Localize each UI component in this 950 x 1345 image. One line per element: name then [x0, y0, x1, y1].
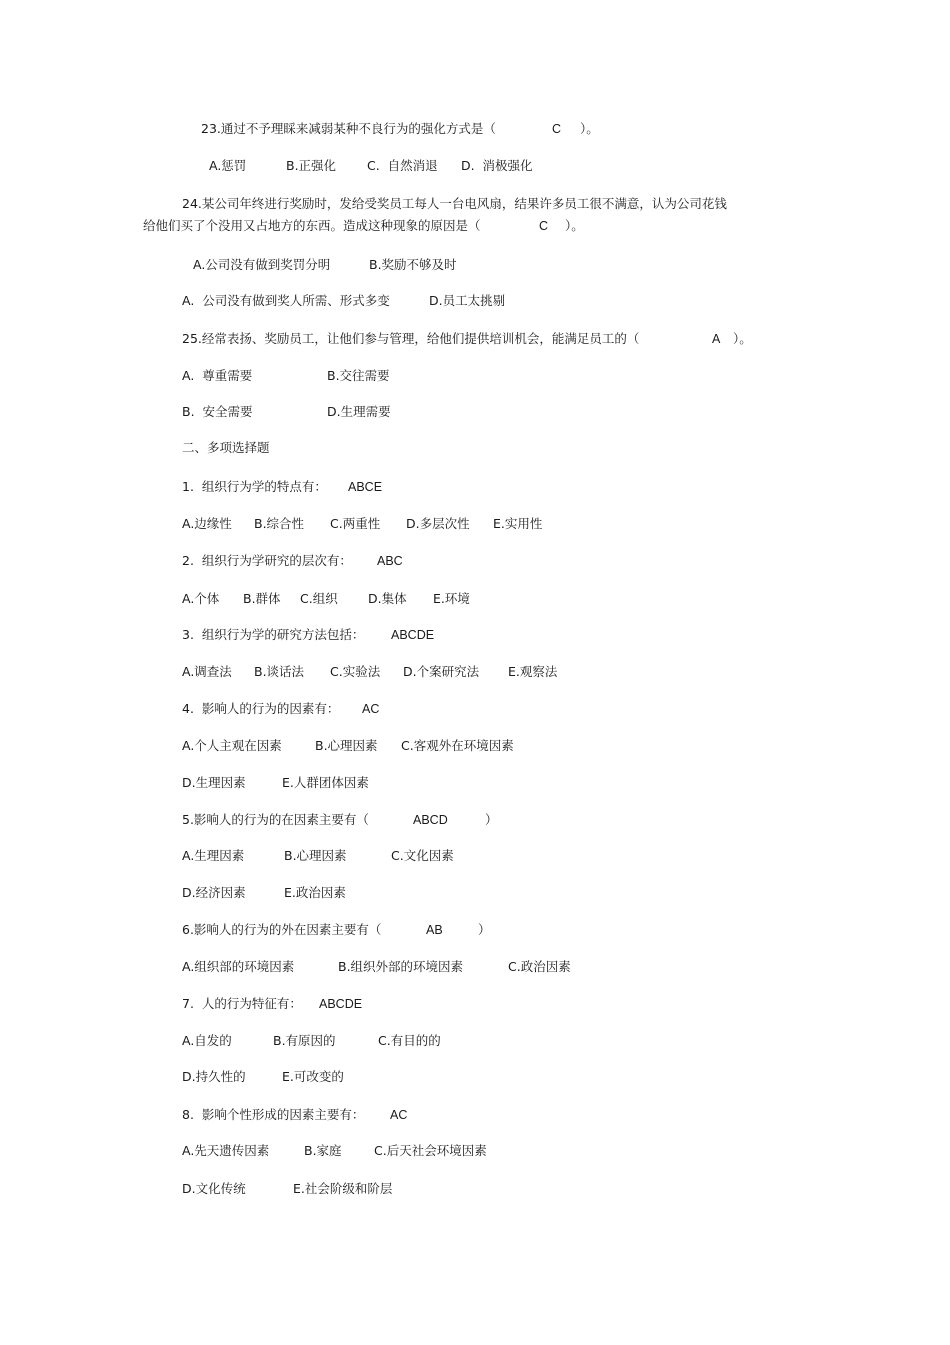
- q23-close: ）。: [580, 121, 599, 136]
- m4-answer: AC: [362, 702, 380, 716]
- m3-option-c: C.实验法: [330, 664, 381, 679]
- q24-option-a: A.公司没有做到奖罚分明: [193, 257, 331, 272]
- m5-option-e: E.政治因素: [284, 885, 346, 900]
- m2-option-b: B.群体: [243, 591, 281, 606]
- m3-option-e: E.观察法: [508, 664, 558, 679]
- m2-option-e: E.环境: [433, 591, 470, 606]
- m3-answer: ABCDE: [391, 628, 435, 642]
- m1-answer: ABCE: [348, 480, 383, 494]
- q23-option-b: B.正强化: [286, 158, 337, 173]
- m5-close: ）: [485, 812, 498, 827]
- q24-option-c: A. 公司没有做到奖人所需、形式多变: [182, 293, 390, 308]
- m4-stem: 4. 影响人的行为的因素有：: [182, 701, 340, 716]
- m2-option-d: D.集体: [368, 591, 407, 606]
- q23-stem: 23.通过不予理睬来减弱某种不良行为的强化方式是（: [201, 121, 496, 136]
- m5-option-a: A.生理因素: [182, 848, 245, 863]
- m8-option-d: D.文化传统: [182, 1181, 246, 1196]
- q25-option-c: B. 安全需要: [182, 404, 253, 419]
- m5-option-d: D.经济因素: [182, 885, 246, 900]
- m3-option-a: A.调查法: [182, 664, 232, 679]
- m6-close: ）: [478, 922, 491, 937]
- m7-option-e: E.可改变的: [282, 1069, 344, 1084]
- m6-stem: 6.影响人的行为的外在因素主要有（: [182, 922, 382, 937]
- m4-option-b: B.心理因素: [315, 738, 378, 753]
- m1-option-e: E.实用性: [493, 516, 543, 531]
- m2-answer: ABC: [377, 554, 403, 568]
- q25-stem: 25.经常表扬、奖励员工，让他们参与管理，给他们提供培训机会，能满足员工的（: [182, 331, 640, 346]
- m4-option-e: E.人群团体因素: [282, 775, 369, 790]
- m5-answer: ABCD: [413, 813, 448, 827]
- q25-option-a: A. 尊重需要: [182, 368, 253, 383]
- m4-option-d: D.生理因素: [182, 775, 246, 790]
- m8-option-e: E.社会阶级和阶层: [293, 1181, 393, 1196]
- m4-option-a: A.个人主观在因素: [182, 738, 282, 753]
- m8-option-a: A.先天遗传因素: [182, 1143, 270, 1158]
- m8-option-c: C.后天社会环境因素: [374, 1143, 487, 1158]
- m6-option-c: C.政治因素: [508, 959, 571, 974]
- m1-stem: 1. 组织行为学的特点有：: [182, 479, 327, 494]
- q23-option-d: D. 消极强化: [461, 158, 533, 173]
- m6-option-b: B.组织外部的环境因素: [338, 959, 464, 974]
- q23-option-a: A.惩罚: [209, 158, 247, 173]
- m3-option-b: B.谈话法: [254, 664, 305, 679]
- m7-option-a: A.自发的: [182, 1033, 232, 1048]
- m6-answer: AB: [426, 923, 443, 937]
- q24-option-b: B.奖励不够及时: [369, 257, 457, 272]
- m1-option-d: D.多层次性: [406, 516, 470, 531]
- m7-option-c: C.有目的的: [378, 1033, 441, 1048]
- m5-option-c: C.文化因素: [391, 848, 454, 863]
- m1-option-c: C.两重性: [330, 516, 381, 531]
- q23-answer: C: [552, 122, 562, 136]
- q23-option-c: C. 自然消退: [367, 158, 438, 173]
- q25-option-b: B.交往需要: [327, 368, 390, 383]
- m7-option-d: D.持久性的: [182, 1069, 246, 1084]
- section-title: 二、多项选择题: [182, 440, 270, 455]
- m3-stem: 3. 组织行为学的研究方法包括：: [182, 627, 365, 642]
- m1-option-a: A.边缘性: [182, 516, 232, 531]
- m8-option-b: B.家庭: [304, 1143, 342, 1158]
- m7-option-b: B.有原因的: [273, 1033, 336, 1048]
- q24-close: ）。: [565, 218, 584, 233]
- m8-answer: AC: [390, 1108, 408, 1122]
- q24-option-d: D.员工太挑剔: [429, 293, 506, 308]
- q25-option-d: D.生理需要: [327, 404, 391, 419]
- m2-stem: 2. 组织行为学研究的层次有：: [182, 553, 352, 568]
- m8-stem: 8. 影响个性形成的因素主要有：: [182, 1107, 365, 1122]
- m3-option-d: D.个案研究法: [403, 664, 480, 679]
- m4-option-c: C.客观外在环境因素: [401, 738, 514, 753]
- m7-stem: 7. 人的行为特征有：: [182, 996, 302, 1011]
- m2-option-a: A.个体: [182, 591, 220, 606]
- m5-option-b: B.心理因素: [284, 848, 347, 863]
- q24-stem-line2: 给他们买了个没用又占地方的东西。造成这种现象的原因是（: [143, 218, 481, 233]
- m7-answer: ABCDE: [319, 997, 363, 1011]
- m1-option-b: B.综合性: [254, 516, 305, 531]
- q25-close: ）。: [733, 331, 752, 346]
- q25-answer: A: [712, 332, 721, 346]
- m2-option-c: C.组织: [300, 591, 338, 606]
- m6-option-a: A.组织部的环境因素: [182, 959, 295, 974]
- q24-answer: C: [539, 219, 549, 233]
- q24-stem-line1: 24.某公司年终进行奖励时，发给受奖员工每人一台电风扇，结果许多员工很不满意，认为公司花钱: [182, 196, 727, 211]
- m5-stem: 5.影响人的行为的在因素主要有（: [182, 812, 369, 827]
